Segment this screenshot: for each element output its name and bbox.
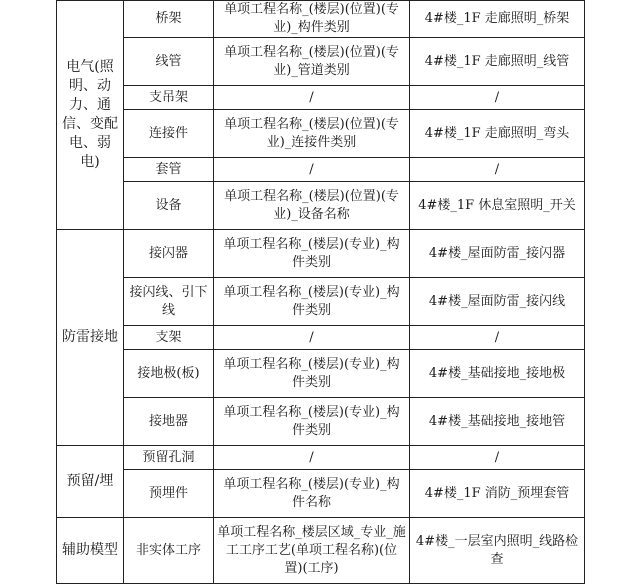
naming-rule-cell: 单项工程名称_(楼层)(专业)_构件类别 — [214, 230, 410, 278]
naming-rule-cell: / — [214, 446, 410, 470]
category-cell-lightning: 防雷接地 — [57, 230, 124, 446]
item-cell: 连接件 — [124, 110, 214, 158]
table-row — [57, 86, 585, 110]
item-cell: 接地极(板) — [124, 350, 214, 398]
table-row — [57, 398, 585, 446]
example-cell: 4#楼_基础接地_接地极 — [410, 350, 585, 398]
example-cell: 4#楼_1F 消防_预埋套管 — [410, 470, 585, 518]
category-cell-reserved: 预留/埋 — [57, 446, 124, 518]
item-cell: 支架 — [124, 326, 214, 350]
naming-rule-cell: 单项工程名称_(楼层)(位置)(专业)_构件类别 — [214, 1, 410, 38]
naming-rule-cell: 单项工程名称_(楼层)(专业)_构件名称 — [214, 470, 410, 518]
example-cell: / — [410, 158, 585, 182]
table-row — [57, 278, 585, 326]
table-row — [57, 350, 585, 398]
example-cell: 4#楼_屋面防雷_接闪器 — [410, 230, 585, 278]
item-cell: 预埋件 — [124, 470, 214, 518]
naming-rule-cell: / — [214, 158, 410, 182]
example-cell: / — [410, 326, 585, 350]
table-row — [57, 470, 585, 518]
category-cell-electrical: 电气(照明、动力、通信、变配电、弱电) — [57, 1, 124, 230]
example-cell: 4#楼_屋面防雷_接闪线 — [410, 278, 585, 326]
example-cell: 4#楼_1F 走廊照明_弯头 — [410, 110, 585, 158]
table-row — [57, 1, 585, 38]
naming-rule-cell: 单项工程名称_(楼层)(专业)_构件类别 — [214, 278, 410, 326]
item-cell: 接闪器 — [124, 230, 214, 278]
table-row — [57, 158, 585, 182]
table-row — [57, 182, 585, 230]
naming-rule-cell: 单项工程名称_(楼层)(专业)_构件类别 — [214, 398, 410, 446]
example-cell: 4#楼_1F 走廊照明_线管 — [410, 38, 585, 86]
naming-rules-table — [56, 0, 585, 584]
item-cell: 桥架 — [124, 1, 214, 38]
example-cell: 4#楼_一层室内照明_线路检查 — [410, 518, 585, 584]
naming-rule-cell: 单项工程名称_(楼层)(专业)_构件类别 — [214, 350, 410, 398]
table-row — [57, 326, 585, 350]
example-cell: 4#楼_1F 休息室照明_开关 — [410, 182, 585, 230]
table-row — [57, 38, 585, 86]
category-cell-auxiliary: 辅助模型 — [57, 518, 124, 584]
item-cell: 支吊架 — [124, 86, 214, 110]
item-cell: 非实体工序 — [124, 518, 214, 584]
item-cell: 接地器 — [124, 398, 214, 446]
table-row — [57, 518, 585, 584]
item-cell: 套管 — [124, 158, 214, 182]
item-cell: 预留孔洞 — [124, 446, 214, 470]
naming-rule-cell: 单项工程名称_(楼层)(位置)(专业)_管道类别 — [214, 38, 410, 86]
example-cell: 4#楼_基础接地_接地管 — [410, 398, 585, 446]
naming-rule-cell: / — [214, 86, 410, 110]
example-cell: 4#楼_1F 走廊照明_桥架 — [410, 1, 585, 38]
item-cell: 设备 — [124, 182, 214, 230]
item-cell: 接闪线、引下线 — [124, 278, 214, 326]
naming-rule-cell: / — [214, 326, 410, 350]
table-row — [57, 110, 585, 158]
example-cell: / — [410, 86, 585, 110]
item-cell: 线管 — [124, 38, 214, 86]
table-row — [57, 446, 585, 470]
table-row — [57, 230, 585, 278]
naming-rule-cell: 单项工程名称_(楼层)(位置)(专业)_设备名称 — [214, 182, 410, 230]
naming-rule-cell: 单项工程名称_(楼层)(位置)(专业)_连接件类别 — [214, 110, 410, 158]
example-cell: / — [410, 446, 585, 470]
naming-rule-cell: 单项工程名称_楼层区域_专业_施工工序工艺(单项工程名称)(位置)(工序) — [214, 518, 410, 584]
